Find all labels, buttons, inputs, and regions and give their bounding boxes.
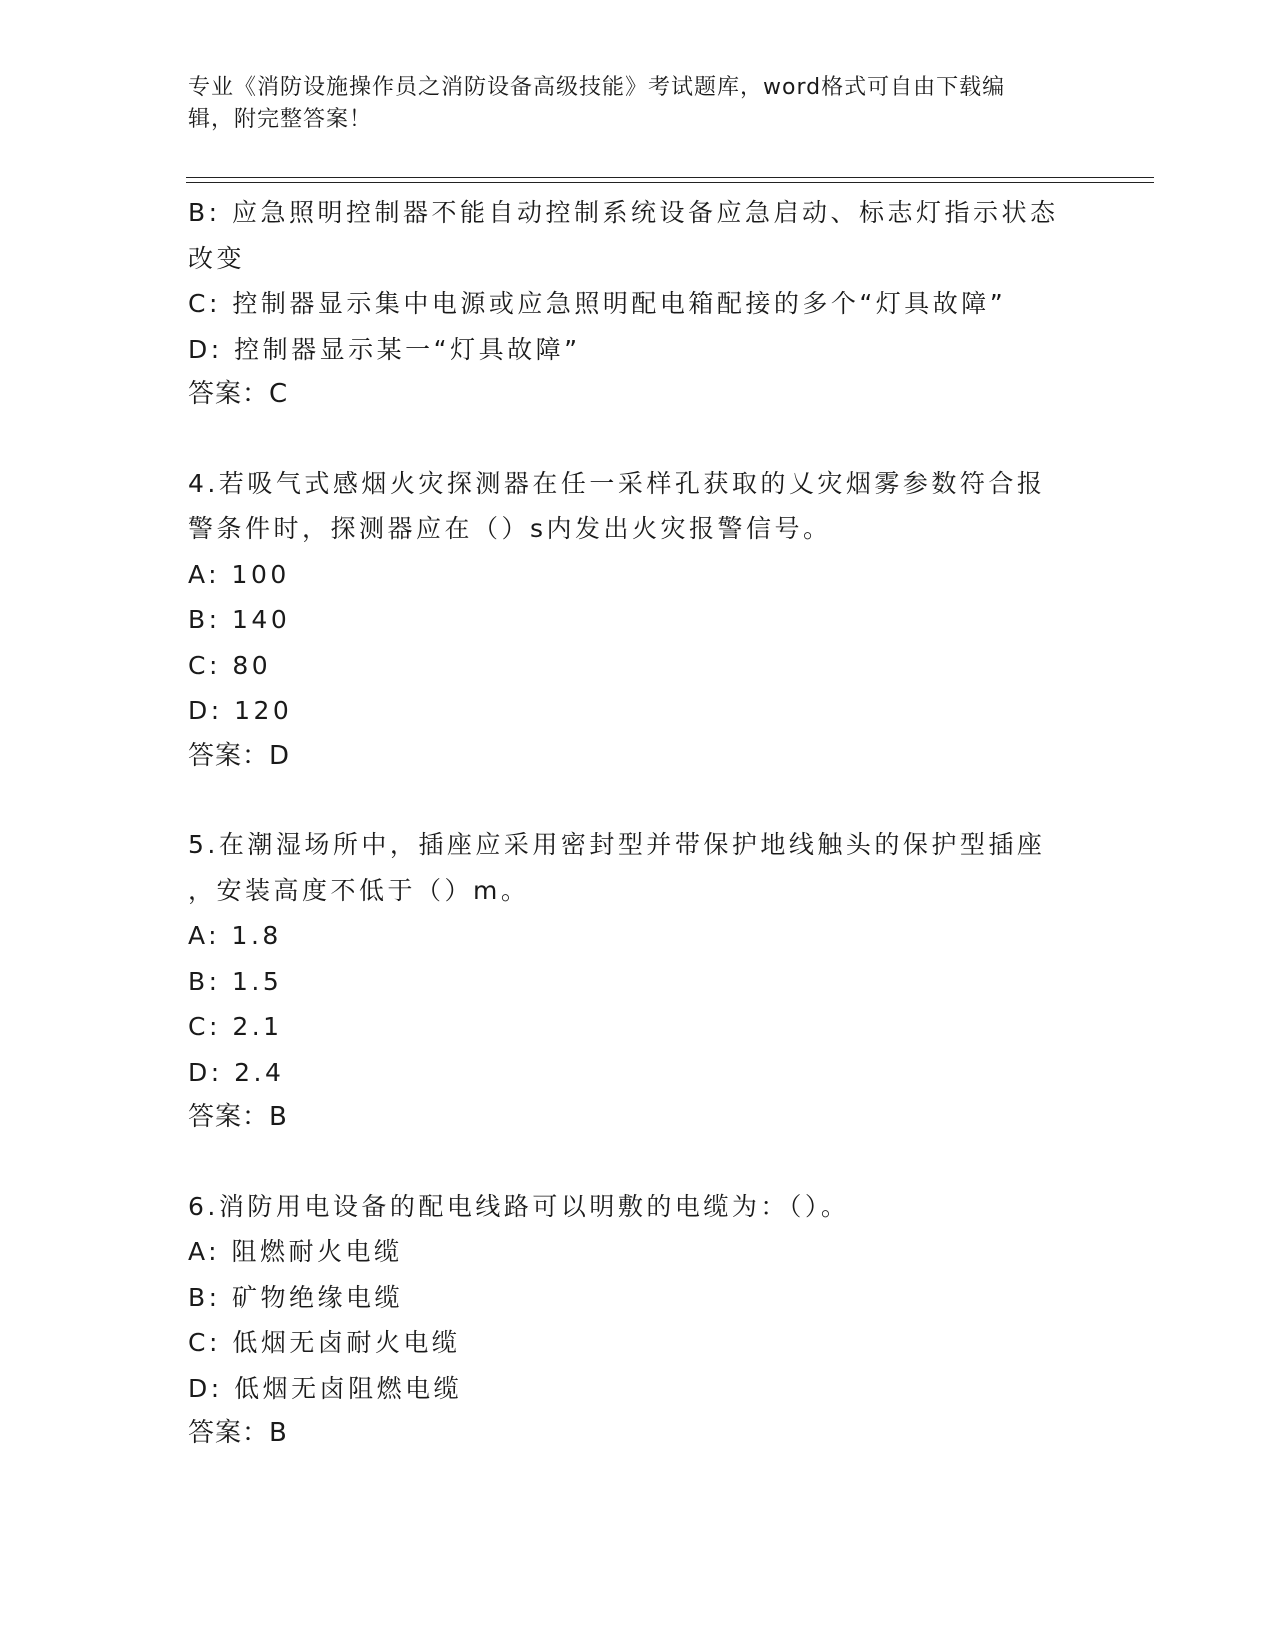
spacer <box>188 779 1088 822</box>
question-5 <box>188 822 1088 1141</box>
q5-answer: 答案：B <box>188 1102 288 1132</box>
q4-option-c: C: 80 <box>188 650 272 680</box>
question-list <box>188 190 1088 1457</box>
q3-option-b-line-1: B: 应急照明控制器不能自动控制系统设备应急启动、标志灯指示状态 <box>188 198 1059 227</box>
header-rule-top <box>186 177 1154 178</box>
q4-option-b: B: 140 <box>188 605 291 634</box>
spacer <box>188 1141 1088 1184</box>
document-header <box>188 72 1068 136</box>
q4-stem-line-2: 警条件时，探测器应在（）s内发出火灾报警信号。 <box>188 514 832 543</box>
q4-answer: 答案：D <box>188 740 291 771</box>
header-line-2: 辑，附完整答案！ <box>188 107 373 132</box>
q4-option-a: A: 100 <box>188 559 290 589</box>
q5-stem-line-2: ，安装高度不低于（）m。 <box>188 875 530 905</box>
question-6 <box>188 1184 1088 1457</box>
q5-option-d: D: 2.4 <box>188 1057 285 1087</box>
q6-answer: 答案：B <box>188 1418 288 1448</box>
q5-option-b: B: 1.5 <box>188 966 283 996</box>
q6-option-d: D: 低烟无卤阻燃电缆 <box>188 1373 463 1403</box>
q6-option-b: B: 矿物绝缘电缆 <box>188 1282 404 1312</box>
q5-option-c: C: 2.1 <box>188 1012 283 1041</box>
question-4 <box>188 461 1088 780</box>
q3-option-d: D: 控制器显示某一“灯具故障” <box>188 334 581 364</box>
q6-stem-line-1: 6.消防用电设备的配电线路可以明敷的电缆为：（）。 <box>188 1191 850 1221</box>
question-3 <box>188 190 1088 418</box>
header-rule-bottom <box>186 182 1154 183</box>
q3-option-c: C: 控制器显示集中电源或应急照明配电箱配接的多个“灯具故障” <box>188 289 1007 318</box>
q3-option-b-line-2: 改变 <box>188 243 246 273</box>
q4-option-d: D: 120 <box>188 696 293 725</box>
q5-option-a: A: 1.8 <box>188 921 282 950</box>
q3-answer: 答案：C <box>188 379 289 409</box>
q4-stem-line-1: 4.若吸气式感烟火灾探测器在任一采样孔获取的乂灾烟雾参数符合报 <box>188 468 1046 498</box>
q6-option-c: C: 低烟无卤耐火电缆 <box>188 1328 461 1357</box>
header-line-1: 专业《消防设施操作员之消防设备高级技能》考试题库，word格式可自由下载编 <box>188 75 1006 100</box>
q5-stem-line-1: 5.在潮湿场所中，插座应采用密封型并带保护地线触头的保护型插座 <box>188 830 1046 859</box>
spacer <box>188 418 1088 461</box>
q6-option-a: A: 阻燃耐火电缆 <box>188 1237 403 1266</box>
